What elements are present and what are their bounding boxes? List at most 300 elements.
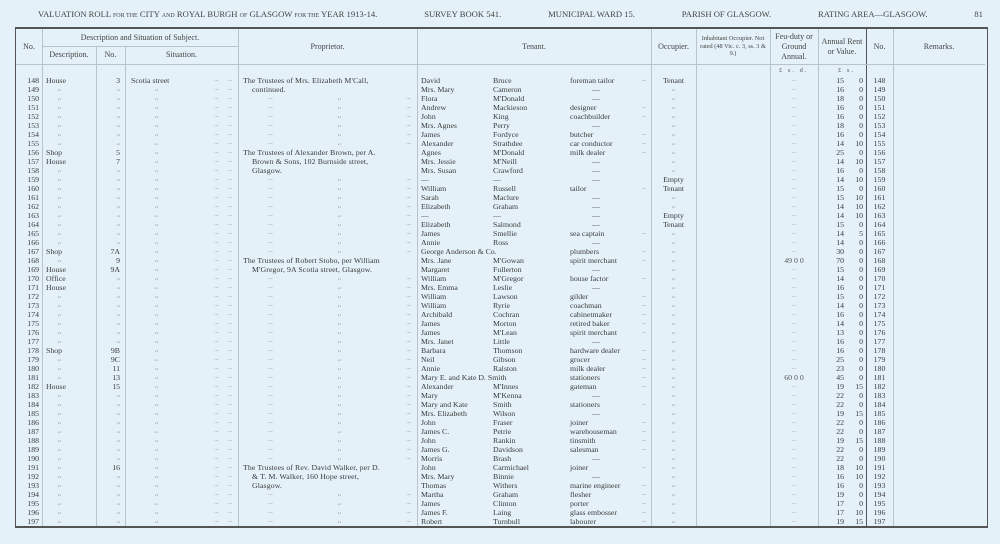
ditto-mark: ,,: [337, 365, 342, 371]
remarks-cell: [893, 517, 986, 526]
tenant-occupation-cell: coachman ...: [570, 301, 651, 310]
description-cell: ,,: [58, 203, 61, 209]
ditto-mark: ,,: [337, 176, 342, 182]
rent-pounds-cell: 45: [836, 373, 844, 382]
feu-duty-cell: ...: [791, 239, 797, 245]
feu-duty-cell: ...: [791, 266, 797, 272]
no-cell: 172: [27, 292, 39, 301]
tenant-occupation-cell: —: [592, 193, 600, 202]
situation-cell: ,, ...: [125, 139, 238, 148]
col-occupier: Occupier.: [658, 41, 689, 51]
description-cell: ,,: [58, 194, 61, 200]
occupier-cell: ,,: [672, 320, 675, 326]
ditto-mark: ,,: [337, 140, 342, 146]
table-row: [16, 472, 986, 481]
occupier-cell: Tenant: [662, 76, 685, 85]
table-row: [16, 445, 986, 454]
col-feu-duty: Feu-duty or Ground Annual.: [775, 31, 813, 61]
tenant-occupation-cell: flesher ...: [570, 490, 651, 499]
occupier-cell: ,,: [672, 473, 675, 479]
no-right-cell: 150: [873, 94, 886, 103]
rent-shillings-cell: 10: [855, 175, 863, 184]
occupier-cell: Empty: [663, 175, 684, 184]
table-row: [16, 112, 986, 121]
tenant-first-name-cell: Margaret: [421, 265, 450, 274]
rent-pounds-cell: 16: [836, 283, 844, 292]
inhabitant-cell: [696, 400, 770, 409]
col-situation: Situation.: [166, 50, 197, 59]
inhabitant-cell: [696, 229, 770, 238]
inhabitant-cell: [696, 391, 770, 400]
occupier-cell: ,,: [672, 338, 675, 344]
proprietor-cell: ... ,, ...: [268, 95, 411, 101]
tenant-first-name-cell: Neil: [421, 355, 435, 364]
ditto-mark: ,,: [337, 491, 342, 497]
rent-shillings-cell: 10: [855, 157, 863, 166]
feu-duty-cell: ...: [791, 104, 797, 110]
tenant-occupation-cell: —: [592, 94, 600, 103]
tenant-occupation-cell: stationers ...: [570, 400, 651, 409]
tenant-occupation-cell: foreman tailor ...: [570, 76, 651, 85]
tenant-surname-cell: Binnie: [493, 472, 514, 481]
rent-shillings-cell: 15: [855, 409, 863, 418]
remarks-cell: [893, 148, 986, 157]
description-cell: ,,: [58, 95, 61, 101]
feu-duty-cell: ...: [791, 176, 797, 182]
rent-pounds-cell: 16: [836, 310, 844, 319]
no-cell: 156: [27, 148, 39, 157]
tenant-occupation-cell: —: [592, 121, 600, 130]
tenant-occupation-cell: hardware dealer ...: [570, 346, 651, 355]
rent-pounds-cell: 16: [836, 337, 844, 346]
situation-cell: ,, ...: [125, 229, 238, 238]
proprietor-cell: ... ,, ...: [268, 311, 411, 317]
no-right-cell: 160: [873, 184, 886, 193]
rent-pounds-cell: 25: [836, 148, 844, 157]
tenant-surname-cell: Gibson: [493, 355, 516, 364]
ditto-mark: ,,: [337, 410, 342, 416]
proprietor-cell: ... ,, ...: [268, 437, 411, 443]
situation-cell: ,, ...: [125, 265, 238, 274]
no-cell: 175: [27, 319, 39, 328]
no-cell: 162: [27, 202, 39, 211]
tenant-surname-cell: Salmond: [493, 220, 521, 229]
rent-shillings-cell: 0: [859, 292, 863, 301]
rent-shillings-cell: 0: [859, 301, 863, 310]
proprietor-cell: ... ,, ...: [268, 176, 411, 182]
no-right-cell: 153: [873, 121, 886, 130]
feu-duty-cell: ...: [791, 482, 797, 488]
remarks-cell: [893, 409, 986, 418]
proprietor-cell: ... ,, ...: [268, 383, 411, 389]
description-cell: ,,: [58, 167, 61, 173]
description-cell: ,,: [58, 374, 61, 380]
tenant-occupation-cell: marine engineer ...: [570, 481, 651, 490]
tenant-first-name-cell: Morris: [421, 454, 443, 463]
rent-pounds-cell: 15: [836, 184, 844, 193]
proprietor-cell: ... ,, ...: [268, 428, 411, 434]
ditto-mark: ,,: [337, 230, 342, 236]
table-row: [16, 238, 986, 247]
proprietor-cell: & T. M. Walker, 160 Hope street,: [252, 472, 360, 481]
tenant-first-name-cell: John: [421, 112, 436, 121]
table-row: [16, 454, 986, 463]
rent-shillings-cell: 10: [855, 211, 863, 220]
no-cell: 170: [27, 274, 39, 283]
occupier-cell: ,,: [672, 428, 675, 434]
no-cell: 151: [27, 103, 39, 112]
rent-shillings-cell: 0: [859, 148, 863, 157]
occupier-cell: ,,: [672, 392, 675, 398]
ditto-mark: ,,: [337, 248, 342, 254]
ditto-mark: ,,: [337, 203, 342, 209]
tenant-first-name-cell: Thomas: [421, 481, 447, 490]
table-row: [16, 166, 986, 175]
inhabitant-cell: [696, 409, 770, 418]
situation-cell: ,, ...: [125, 373, 238, 382]
inhabitant-cell: [696, 481, 770, 490]
situation-cell: ,, ...: [125, 418, 238, 427]
remarks-cell: [893, 508, 986, 517]
situation-cell: ,, ...: [125, 148, 238, 157]
rent-pounds-cell: 16: [836, 112, 844, 121]
description-cell: ,,: [58, 311, 61, 317]
tenant-surname-cell: Turnbull: [493, 517, 521, 526]
no-right-cell: 162: [873, 202, 886, 211]
feu-duty-cell: ...: [791, 86, 797, 92]
rent-pounds-cell: 15: [836, 76, 844, 85]
description-cell: Shop: [46, 247, 63, 256]
occupier-cell: ,,: [672, 446, 675, 452]
col-subject-no: No.: [104, 50, 117, 59]
remarks-cell: [893, 274, 986, 283]
remarks-cell: [893, 427, 986, 436]
ditto-mark: ,,: [337, 104, 342, 110]
tenant-first-name-cell: Alexander: [421, 382, 454, 391]
rent-shillings-cell: 15: [855, 517, 863, 526]
no-right-cell: 155: [873, 139, 886, 148]
proprietor-cell: Glasgow.: [252, 166, 282, 175]
tenant-first-name-cell: William: [421, 301, 447, 310]
tenant-first-name-cell: —: [421, 175, 429, 184]
no-right-cell: 195: [873, 499, 886, 508]
col-annual-rent: Annual Rent or Value.: [821, 36, 863, 56]
tenant-occupation-cell: —: [592, 202, 600, 211]
tenant-occupation-cell: labourer ...: [570, 517, 651, 526]
proprietor-cell: The Trustees of Robert Stobo, per William: [243, 256, 380, 265]
rent-pounds-cell: 19: [836, 382, 844, 391]
rent-pounds-cell: 19: [836, 409, 844, 418]
table-row: [16, 418, 986, 427]
description-cell: House: [46, 157, 66, 166]
subject-no-cell: ,,: [117, 203, 120, 209]
ditto-mark: ,,: [337, 437, 342, 443]
rent-shillings-cell: 0: [859, 85, 863, 94]
description-cell: ,,: [58, 221, 61, 227]
situation-cell: ,, ...: [125, 490, 238, 499]
remarks-cell: [893, 337, 986, 346]
no-right-cell: 164: [873, 220, 886, 229]
remarks-cell: [893, 265, 986, 274]
remarks-cell: [893, 166, 986, 175]
feu-duty-cell: ...: [791, 392, 797, 398]
tenant-surname-cell: M'Innes: [493, 382, 519, 391]
remarks-cell: [893, 364, 986, 373]
tenant-surname-cell: Fordyce: [493, 130, 519, 139]
feu-duty-cell: ...: [791, 131, 797, 137]
description-cell: ,,: [58, 446, 61, 452]
rent-shillings-cell: 0: [859, 274, 863, 283]
table-row: [16, 391, 986, 400]
description-cell: ,,: [58, 185, 61, 191]
tenant-first-name-cell: Mrs. Agnes: [421, 121, 457, 130]
rent-pounds-cell: 22: [836, 445, 844, 454]
no-cell: 153: [27, 121, 39, 130]
rent-shillings-cell: 0: [859, 238, 863, 247]
occupier-cell: ,,: [672, 203, 675, 209]
no-right-cell: 149: [873, 85, 886, 94]
tenant-first-name-cell: Mary E. and Kate D. Smith: [421, 373, 507, 382]
tenant-occupation-cell: joiner ...: [570, 463, 651, 472]
feu-duty-cell: ...: [791, 383, 797, 389]
occupier-cell: ,,: [672, 302, 675, 308]
proprietor-cell: ... ,, ...: [268, 230, 411, 236]
table-row: [16, 130, 986, 139]
inhabitant-cell: [696, 364, 770, 373]
subject-no-cell: 9A: [110, 265, 120, 274]
no-cell: 191: [27, 463, 39, 472]
no-cell: 197: [27, 517, 39, 526]
description-cell: Office: [46, 274, 66, 283]
tenant-occupation-cell: —: [592, 175, 600, 184]
subject-no-cell: ,,: [117, 302, 120, 308]
table-row: [16, 310, 986, 319]
occupier-cell: ,,: [672, 410, 675, 416]
tenant-surname-cell: Cameron: [493, 85, 522, 94]
tenant-first-name-cell: James C.: [421, 427, 450, 436]
tenant-surname-cell: Maclure: [493, 193, 519, 202]
occupier-cell: ,,: [672, 437, 675, 443]
rent-pounds-cell: 15: [836, 193, 844, 202]
occupier-cell: ,,: [672, 311, 675, 317]
tenant-first-name-cell: James: [421, 229, 441, 238]
occupier-cell: ,,: [672, 464, 675, 470]
occupier-cell: ,,: [672, 248, 675, 254]
tenant-surname-cell: M'Kenna: [493, 391, 522, 400]
feu-duty-cell: ...: [791, 437, 797, 443]
rent-pounds-cell: 17: [836, 499, 844, 508]
tenant-occupation-cell: car conductor ...: [570, 139, 651, 148]
rent-pounds-cell: 14: [836, 139, 844, 148]
tenant-occupation-cell: —: [592, 472, 600, 481]
ditto-mark: ,,: [337, 374, 342, 380]
situation-cell: ,, ...: [125, 481, 238, 490]
table-row: [16, 382, 986, 391]
occupier-cell: ,,: [672, 149, 675, 155]
feu-duty-cell: ...: [791, 122, 797, 128]
rent-pounds-cell: 30: [836, 247, 844, 256]
description-cell: ,,: [58, 329, 61, 335]
table-body: [16, 76, 986, 526]
subject-no-cell: ,,: [117, 500, 120, 506]
situation-cell: ,, ...: [125, 238, 238, 247]
no-right-cell: 165: [873, 229, 886, 238]
tenant-surname-cell: King: [493, 112, 509, 121]
no-cell: 174: [27, 310, 39, 319]
description-cell: ,,: [58, 410, 61, 416]
rent-shillings-cell: 0: [859, 364, 863, 373]
situation-cell: ,, ...: [125, 310, 238, 319]
tenant-occupation-cell: —: [592, 391, 600, 400]
rent-shillings-cell: 0: [859, 391, 863, 400]
description-cell: ,,: [58, 491, 61, 497]
feu-duty-cell: ...: [791, 338, 797, 344]
table-row: [16, 220, 986, 229]
tenant-first-name-cell: John: [421, 436, 436, 445]
rent-shillings-cell: 0: [859, 499, 863, 508]
subject-no-cell: ,,: [117, 104, 120, 110]
no-right-cell: 177: [873, 337, 886, 346]
rent-pounds-cell: 13: [836, 328, 844, 337]
subject-no-cell: ,,: [117, 320, 120, 326]
description-cell: ,,: [58, 104, 61, 110]
occupier-cell: ,,: [672, 266, 675, 272]
inhabitant-cell: [696, 211, 770, 220]
occupier-cell: ,,: [672, 401, 675, 407]
tenant-surname-cell: Ross: [493, 238, 509, 247]
tenant-surname-cell: Strathdee: [493, 139, 523, 148]
no-cell: 181: [27, 373, 39, 382]
description-cell: ,,: [58, 500, 61, 506]
subject-no-cell: 11: [112, 364, 120, 373]
table-row: [16, 436, 986, 445]
feu-duty-cell: ...: [791, 410, 797, 416]
inhabitant-cell: [696, 220, 770, 229]
tenant-first-name-cell: —: [421, 211, 429, 220]
tenant-first-name-cell: Andrew: [421, 103, 447, 112]
no-right-cell: 183: [873, 391, 886, 400]
no-cell: 179: [27, 355, 39, 364]
proprietor-cell: ... ,, ...: [268, 329, 411, 335]
description-cell: ,,: [58, 392, 61, 398]
occupier-cell: ,,: [672, 374, 675, 380]
no-right-cell: 197: [873, 517, 886, 526]
occupier-cell: ,,: [672, 194, 675, 200]
table-row: [16, 184, 986, 193]
subject-no-cell: ,,: [117, 473, 120, 479]
ditto-mark: ,,: [337, 392, 342, 398]
occupier-cell: Tenant: [662, 184, 685, 193]
table-row: [16, 292, 986, 301]
remarks-cell: [893, 301, 986, 310]
no-cell: 188: [27, 436, 39, 445]
proprietor-cell: ... ,, ...: [268, 392, 411, 398]
remarks-cell: [893, 382, 986, 391]
ditto-mark: ,,: [337, 212, 342, 218]
tenant-occupation-cell: spirit merchant ...: [570, 328, 651, 337]
no-cell: 187: [27, 427, 39, 436]
subject-no-cell: ,,: [117, 329, 120, 335]
no-cell: 150: [27, 94, 39, 103]
rent-shillings-cell: 0: [859, 130, 863, 139]
feu-duty-cell: ...: [791, 275, 797, 281]
feu-duty-cell: ...: [791, 446, 797, 452]
col-description: Description.: [49, 50, 89, 59]
subject-no-cell: 9C: [110, 355, 120, 364]
feu-units: £ s. d.: [779, 67, 809, 74]
proprietor-cell: ... ,, ...: [268, 509, 411, 515]
no-cell: 173: [27, 301, 39, 310]
tenant-surname-cell: Graham: [493, 202, 519, 211]
tenant-first-name-cell: Annie: [421, 364, 441, 373]
inhabitant-cell: [696, 121, 770, 130]
situation-cell: ,, ...: [125, 463, 238, 472]
no-right-cell: 167: [873, 247, 886, 256]
no-cell: 195: [27, 499, 39, 508]
subject-no-cell: 7A: [110, 247, 120, 256]
no-cell: 171: [27, 283, 39, 292]
rent-shillings-cell: 0: [859, 166, 863, 175]
no-cell: 159: [27, 175, 39, 184]
no-right-cell: 189: [873, 445, 886, 454]
occupier-cell: ,,: [672, 455, 675, 461]
rent-pounds-cell: 70: [836, 256, 844, 265]
tenant-occupation-cell: coachbuilder ...: [570, 112, 651, 121]
tenant-occupation-cell: milk dealer ...: [570, 364, 651, 373]
table-row: [16, 346, 986, 355]
no-cell: 152: [27, 112, 39, 121]
remarks-cell: [893, 157, 986, 166]
feu-duty-cell: ...: [791, 293, 797, 299]
table-row: [16, 400, 986, 409]
subject-no-cell: ,,: [117, 212, 120, 218]
subject-no-cell: ,,: [117, 167, 120, 173]
no-cell: 160: [27, 184, 39, 193]
inhabitant-cell: [696, 499, 770, 508]
description-cell: ,,: [58, 428, 61, 434]
remarks-cell: [893, 211, 986, 220]
feu-duty-cell: ...: [791, 77, 797, 83]
no-cell: 168: [27, 256, 39, 265]
situation-cell: ,, ...: [125, 508, 238, 517]
remarks-cell: [893, 319, 986, 328]
feu-duty-cell: ...: [791, 500, 797, 506]
no-right-cell: 188: [873, 436, 886, 445]
subject-no-cell: ,,: [117, 140, 120, 146]
tenant-occupation-cell: salesman ...: [570, 445, 651, 454]
ditto-mark: ,,: [337, 356, 342, 362]
description-cell: ,,: [58, 86, 61, 92]
situation-cell: ,, ...: [125, 454, 238, 463]
ditto-mark: ,,: [337, 185, 342, 191]
no-cell: 165: [27, 229, 39, 238]
occupier-cell: ,,: [672, 518, 675, 524]
rent-shillings-cell: 15: [855, 436, 863, 445]
no-right-cell: 191: [873, 463, 886, 472]
tenant-first-name-cell: Mrs. Janet: [421, 337, 454, 346]
tenant-surname-cell: Fraser: [493, 418, 513, 427]
subject-no-cell: ,,: [117, 455, 120, 461]
no-right-cell: 163: [873, 211, 886, 220]
inhabitant-cell: [696, 319, 770, 328]
tenant-surname-cell: Laing: [493, 508, 512, 517]
no-cell: 182: [27, 382, 39, 391]
tenant-first-name-cell: Agnes: [421, 148, 441, 157]
occupier-cell: ,,: [672, 86, 675, 92]
description-cell: ,,: [58, 437, 61, 443]
occupier-cell: ,,: [672, 419, 675, 425]
remarks-cell: [893, 445, 986, 454]
